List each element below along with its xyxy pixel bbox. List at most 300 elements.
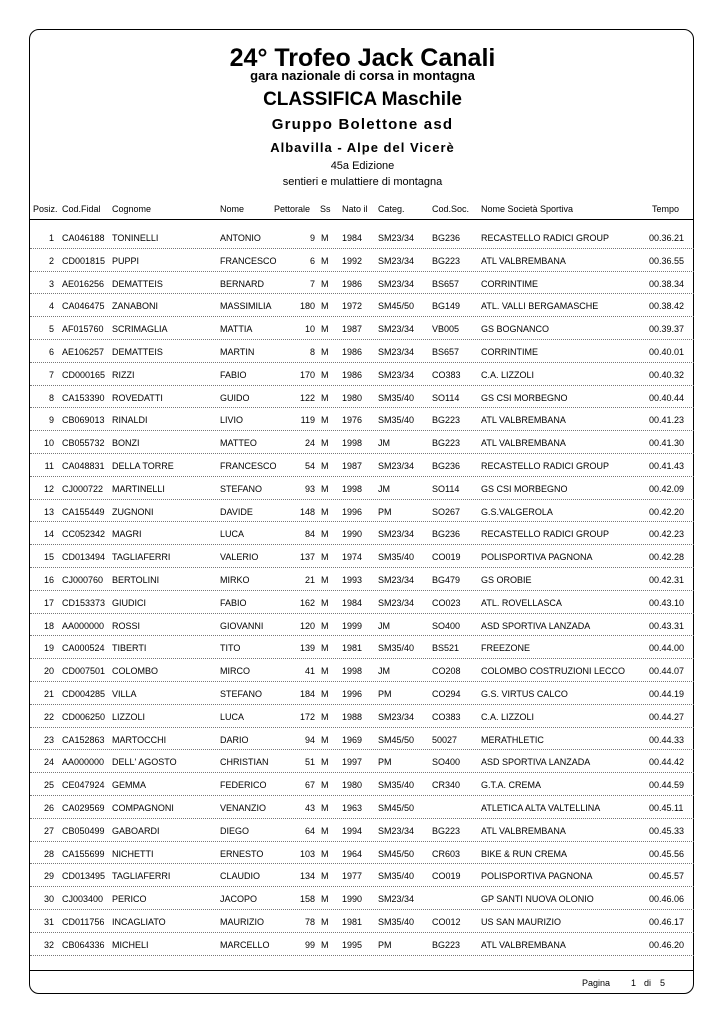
cell-sex: M [321, 278, 329, 289]
cell-club: GP SANTI NUOVA OLONIO [481, 894, 594, 905]
footer-divider [30, 970, 694, 971]
table-row [30, 910, 694, 933]
cell-name: MASSIMILIA [220, 301, 272, 312]
table-row [30, 614, 694, 637]
cell-time: 00.40.01 [649, 346, 685, 357]
cell-club: G.S.VALGEROLA [481, 506, 553, 517]
cell-time: 00.45.57 [649, 871, 685, 882]
table-row [30, 705, 694, 728]
cell-born: 1986 [342, 278, 363, 289]
organizer-name: Gruppo Bolettone asd [271, 116, 454, 133]
cell-category: PM [378, 688, 392, 699]
cell-born: 1993 [342, 574, 363, 585]
cell-position: 18 [43, 620, 54, 631]
cell-time: 00.38.34 [649, 278, 685, 289]
cell-born: 1984 [342, 233, 363, 243]
cell-name: FRANCESCO [220, 255, 277, 266]
cell-bib: 6 [309, 255, 315, 266]
column-header-position: Posiz. [33, 204, 58, 214]
cell-category: JM [378, 438, 390, 449]
cell-name: FABIO [220, 597, 247, 608]
cell-time: 00.41.23 [649, 415, 685, 426]
cell-sex: M [321, 711, 329, 722]
cell-club-code: BG223 [432, 438, 461, 449]
cell-born: 1998 [342, 483, 363, 494]
table-row [30, 226, 694, 249]
cell-code: CA153390 [62, 392, 105, 403]
cell-club-code: VB005 [432, 324, 460, 335]
cell-code: CB064336 [62, 939, 105, 950]
cell-time: 00.44.07 [649, 666, 685, 677]
cell-category: SM23/34 [378, 529, 415, 540]
column-header-name: Nome [220, 204, 245, 214]
cell-club-code: SO114 [432, 483, 460, 494]
cell-club-code: CO023 [432, 597, 461, 608]
cell-code: CD007501 [62, 666, 106, 677]
cell-position: 31 [43, 916, 54, 927]
cell-surname: NICHETTI [112, 848, 154, 859]
cell-category: SM45/50 [378, 734, 415, 745]
cell-club: GS OROBIE [481, 574, 532, 585]
cell-time: 00.40.44 [649, 392, 685, 403]
cell-time: 00.46.06 [649, 894, 685, 905]
cell-position: 30 [43, 894, 54, 905]
cell-code: CJ000722 [62, 483, 104, 494]
cell-category: SM23/34 [378, 346, 415, 357]
cell-born: 1992 [342, 255, 363, 266]
table-row [30, 568, 694, 591]
table-row [30, 887, 694, 910]
cell-position: 9 [48, 415, 54, 426]
cell-category: SM35/40 [378, 871, 415, 882]
cell-club: ASD SPORTIVA LANZADA [481, 620, 591, 631]
cell-surname: MARTOCCHI [112, 734, 167, 745]
cell-sex: M [321, 734, 329, 745]
table-row [30, 431, 694, 454]
column-header-category: Categ. [378, 204, 405, 214]
cell-time: 00.36.55 [649, 255, 685, 266]
column-header-time: Tempo [652, 204, 680, 214]
cell-time: 00.44.19 [649, 688, 685, 699]
cell-club: POLISPORTIVA PAGNONA [481, 871, 593, 882]
cell-surname: DELL' AGOSTO [112, 757, 177, 768]
cell-bib: 94 [304, 734, 315, 745]
cell-surname: DEMATTEIS [112, 346, 163, 357]
cell-code: CB055732 [62, 438, 105, 449]
cell-bib: 43 [304, 802, 315, 813]
cell-bib: 24 [304, 438, 315, 449]
cell-surname: BONZI [112, 438, 140, 449]
cell-code: CD006250 [62, 711, 106, 722]
cell-name: GIOVANNI [220, 620, 264, 631]
cell-born: 1987 [342, 460, 363, 471]
cell-name: ANTONIO [220, 233, 261, 243]
cell-bib: 137 [299, 552, 315, 563]
cell-category: SM23/34 [378, 894, 415, 905]
cell-position: 10 [43, 438, 54, 449]
cell-code: CA155449 [62, 506, 105, 517]
terrain-label: sentieri e mulattiere di montagna [282, 176, 443, 188]
cell-bib: 180 [299, 301, 315, 312]
cell-surname: ZUGNONI [112, 506, 154, 517]
cell-time: 00.38.42 [649, 301, 685, 312]
cell-name: DARIO [220, 734, 249, 745]
cell-category: SM35/40 [378, 392, 415, 403]
table-row [30, 522, 694, 545]
cell-time: 00.46.20 [649, 939, 685, 950]
cell-name: FEDERICO [220, 780, 267, 791]
cell-time: 00.42.31 [649, 574, 685, 585]
cell-code: CD153373 [62, 597, 106, 608]
cell-name: DIEGO [220, 825, 250, 836]
cell-born: 1998 [342, 438, 363, 449]
cell-born: 1969 [342, 734, 363, 745]
cell-position: 17 [43, 597, 54, 608]
cell-position: 14 [43, 529, 54, 540]
cell-sex: M [321, 825, 329, 836]
cell-bib: 120 [299, 620, 315, 631]
cell-bib: 122 [299, 392, 315, 403]
cell-category: JM [378, 666, 390, 677]
table-row [30, 933, 694, 956]
cell-surname: TIBERTI [112, 643, 147, 654]
cell-born: 1981 [342, 916, 363, 927]
cell-club-code: SO400 [432, 757, 461, 768]
cell-surname: COLOMBO [112, 666, 159, 677]
cell-born: 1976 [342, 415, 363, 426]
edition-label: 45a Edizione [330, 160, 395, 172]
cell-sex: M [321, 894, 329, 905]
cell-club: RECASTELLO RADICI GROUP [481, 460, 610, 471]
cell-name: ERNESTO [220, 848, 264, 859]
cell-bib: 51 [304, 757, 315, 768]
cell-club: ASD SPORTIVA LANZADA [481, 757, 591, 768]
cell-club: G.S. VIRTUS CALCO [481, 688, 568, 699]
cell-club: ATL VALBREMBANA [481, 939, 566, 950]
cell-club-code: BG223 [432, 825, 461, 836]
table-row [30, 659, 694, 682]
results-table [30, 226, 694, 956]
table-row [30, 728, 694, 751]
column-header-code: Cod.Fidal [62, 204, 101, 214]
cell-position: 2 [48, 255, 54, 266]
cell-surname: MICHELI [112, 939, 149, 950]
cell-position: 7 [48, 369, 54, 380]
cell-name: BERNARD [220, 278, 265, 289]
classifica-heading: CLASSIFICA Maschile [263, 89, 462, 110]
cell-bib: 99 [304, 939, 315, 950]
cell-sex: M [321, 255, 329, 266]
cell-born: 1980 [342, 392, 363, 403]
cell-name: VENANZIO [220, 802, 267, 813]
cell-bib: 139 [299, 643, 315, 654]
cell-sex: M [321, 460, 329, 471]
cell-category: PM [378, 939, 392, 950]
table-row [30, 864, 694, 887]
cell-club: BIKE & RUN CREMA [481, 848, 568, 859]
cell-surname: ROSSI [112, 620, 141, 631]
cell-position: 24 [43, 757, 54, 768]
cell-category: PM [378, 506, 392, 517]
cell-position: 5 [48, 324, 54, 335]
cell-born: 1974 [342, 552, 363, 563]
cell-sex: M [321, 415, 329, 426]
cell-name: CHRISTIAN [220, 757, 269, 768]
cell-club: POLISPORTIVA PAGNONA [481, 552, 593, 563]
cell-club: RECASTELLO RADICI GROUP [481, 529, 610, 540]
cell-club-code: BG236 [432, 529, 461, 540]
page-number: 1 [631, 978, 637, 988]
cell-time: 00.46.17 [649, 916, 685, 927]
cell-bib: 119 [300, 415, 315, 426]
cell-position: 13 [43, 506, 54, 517]
cell-sex: M [321, 483, 329, 494]
table-row [30, 636, 694, 659]
cell-club: C.A. LIZZOLI [481, 369, 535, 380]
cell-club-code: CO019 [432, 552, 461, 563]
cell-born: 1999 [342, 620, 363, 631]
cell-time: 00.43.10 [649, 597, 685, 608]
cell-position: 27 [43, 825, 54, 836]
column-header-surname: Cognome [112, 204, 152, 214]
cell-name: MIRCO [220, 666, 250, 677]
cell-name: FRANCESCO [220, 460, 277, 471]
cell-sex: M [321, 324, 329, 335]
column-header-born: Nato il [342, 204, 368, 214]
cell-surname: ROVEDATTI [112, 392, 163, 403]
cell-born: 1997 [342, 757, 363, 768]
cell-category: SM23/34 [378, 574, 415, 585]
cell-surname: COMPAGNONI [112, 802, 174, 813]
cell-code: CA029569 [62, 802, 105, 813]
cell-category: SM45/50 [378, 301, 415, 312]
cell-position: 12 [43, 483, 54, 494]
cell-position: 28 [43, 848, 54, 859]
cell-time: 00.42.09 [649, 483, 685, 494]
cell-club: CORRINTIME [481, 278, 538, 289]
cell-born: 1972 [342, 301, 363, 312]
cell-category: PM [378, 757, 392, 768]
cell-born: 1990 [342, 894, 363, 905]
cell-bib: 10 [304, 324, 315, 335]
cell-category: SM23/34 [378, 711, 415, 722]
cell-club-code: CO383 [432, 711, 461, 722]
cell-surname: MARTINELLI [112, 483, 165, 494]
cell-bib: 21 [304, 574, 315, 585]
cell-born: 1995 [342, 939, 363, 950]
cell-position: 15 [43, 552, 54, 563]
cell-name: MIRKO [220, 574, 250, 585]
cell-club: US SAN MAURIZIO [481, 916, 562, 927]
table-row [30, 500, 694, 523]
cell-code: AE106257 [62, 346, 105, 357]
cell-club-code: BG223 [432, 939, 461, 950]
cell-club-code: BG236 [432, 233, 461, 243]
cell-club-code: BS521 [432, 643, 460, 654]
cell-name: GUIDO [220, 392, 250, 403]
cell-category: SM35/40 [378, 780, 415, 791]
cell-club-code: BS657 [432, 346, 460, 357]
cell-name: DAVIDE [220, 506, 253, 517]
cell-club: ATLETICA ALTA VALTELLINA [481, 802, 601, 813]
cell-name: STEFANO [220, 688, 263, 699]
page-label: Pagina [582, 978, 611, 988]
cell-code: CA046188 [62, 233, 105, 243]
table-row [30, 317, 694, 340]
cell-surname: PERICO [112, 894, 147, 905]
cell-club: MERATHLETIC [481, 734, 544, 745]
cell-club: C.A. LIZZOLI [481, 711, 535, 722]
table-row [30, 363, 694, 386]
cell-code: CA152863 [62, 734, 105, 745]
cell-club-code: SO400 [432, 620, 461, 631]
cell-born: 1981 [342, 643, 363, 654]
cell-position: 3 [48, 278, 54, 289]
cell-code: AA000000 [62, 757, 105, 768]
cell-club-code: CO383 [432, 369, 461, 380]
cell-bib: 41 [304, 666, 315, 677]
cell-surname: DEMATTEIS [112, 278, 163, 289]
cell-position: 20 [43, 666, 54, 677]
cell-category: SM23/34 [378, 369, 415, 380]
cell-sex: M [321, 916, 329, 927]
cell-surname: GIUDICI [112, 597, 147, 608]
cell-club: CORRINTIME [481, 346, 538, 357]
cell-name: MATTEO [220, 438, 257, 449]
cell-club-code: BG236 [432, 460, 461, 471]
cell-club: ATL VALBREMBANA [481, 255, 566, 266]
cell-sex: M [321, 301, 329, 312]
column-header-club: Nome Società Sportiva [481, 204, 574, 214]
cell-time: 00.44.00 [649, 643, 685, 654]
cell-surname: VILLA [112, 688, 137, 699]
cell-bib: 78 [304, 916, 315, 927]
cell-name: TITO [220, 643, 241, 654]
cell-born: 1986 [342, 369, 363, 380]
cell-position: 16 [43, 574, 54, 585]
cell-name: LUCA [220, 711, 245, 722]
cell-code: AA000000 [62, 620, 105, 631]
cell-sex: M [321, 757, 329, 768]
cell-born: 1986 [342, 346, 363, 357]
cell-club: GS CSI MORBEGNO [481, 483, 568, 494]
column-header-bib: Pettorale [274, 204, 311, 214]
table-row [30, 682, 694, 705]
cell-name: CLAUDIO [220, 871, 261, 882]
cell-surname: GABOARDI [112, 825, 160, 836]
cell-born: 1990 [342, 529, 363, 540]
cell-club: GS CSI MORBEGNO [481, 392, 568, 403]
cell-category: SM23/34 [378, 597, 415, 608]
cell-club: ATL VALBREMBANA [481, 438, 566, 449]
cell-code: CD001815 [62, 255, 106, 266]
cell-club: FREEZONE [481, 643, 531, 654]
page-total: 5 [660, 978, 666, 988]
cell-code: CE047924 [62, 780, 105, 791]
cell-club-code: CO019 [432, 871, 461, 882]
cell-code: CJ003400 [62, 894, 104, 905]
table-row [30, 842, 694, 865]
cell-category: SM45/50 [378, 848, 415, 859]
cell-club: ATL VALBREMBANA [481, 415, 566, 426]
cell-born: 1994 [342, 825, 363, 836]
table-row [30, 386, 694, 409]
cell-sex: M [321, 574, 329, 585]
cell-surname: BERTOLINI [112, 574, 160, 585]
cell-club: COLOMBO COSTRUZIONI LECCO [481, 666, 626, 677]
cell-code: CD004285 [62, 688, 106, 699]
cell-category: SM23/34 [378, 825, 415, 836]
cell-club-code: SO267 [432, 506, 461, 517]
cell-code: AF015760 [62, 324, 104, 335]
cell-sex: M [321, 688, 329, 699]
cell-club: ATL. ROVELLASCA [481, 597, 562, 608]
table-row [30, 773, 694, 796]
cell-sex: M [321, 848, 329, 859]
cell-club-code: CO294 [432, 688, 461, 699]
cell-bib: 64 [304, 825, 315, 836]
cell-born: 1963 [342, 802, 363, 813]
cell-bib: 170 [299, 369, 315, 380]
cell-club-code: BG223 [432, 255, 461, 266]
cell-position: 21 [43, 688, 54, 699]
cell-time: 00.42.28 [649, 552, 685, 563]
cell-category: JM [378, 483, 390, 494]
cell-bib: 67 [304, 780, 315, 791]
cell-time: 00.44.33 [649, 734, 685, 745]
page-of-label: di [644, 978, 652, 988]
cell-category: JM [378, 620, 390, 631]
cell-time: 00.45.33 [649, 825, 685, 836]
cell-category: SM45/50 [378, 802, 415, 813]
cell-club: ATL. VALLI BERGAMASCHE [481, 301, 599, 312]
cell-name: MAURIZIO [220, 916, 264, 927]
table-row [30, 294, 694, 317]
cell-code: CD013495 [62, 871, 106, 882]
cell-club-code: CR340 [432, 780, 461, 791]
cell-surname: TONINELLI [112, 233, 159, 243]
cell-code: CB069013 [62, 415, 105, 426]
table-row [30, 454, 694, 477]
table-row [30, 340, 694, 363]
cell-bib: 134 [299, 871, 315, 882]
cell-club-code: 50027 [432, 734, 458, 745]
cell-code: CC052342 [62, 529, 106, 540]
cell-club-code: BS657 [432, 278, 460, 289]
table-row [30, 545, 694, 568]
cell-sex: M [321, 780, 329, 791]
cell-bib: 54 [304, 460, 315, 471]
cell-name: VALERIO [220, 552, 259, 563]
cell-born: 1980 [342, 780, 363, 791]
cell-bib: 84 [304, 529, 315, 540]
cell-surname: RIZZI [112, 369, 135, 380]
table-row [30, 477, 694, 500]
table-row [30, 796, 694, 819]
cell-name: STEFANO [220, 483, 263, 494]
cell-born: 1996 [342, 506, 363, 517]
cell-sex: M [321, 552, 329, 563]
cell-bib: 172 [299, 711, 315, 722]
cell-time: 00.45.11 [649, 802, 684, 813]
cell-born: 1977 [342, 871, 363, 882]
cell-position: 6 [48, 346, 54, 357]
cell-time: 00.44.59 [649, 780, 685, 791]
cell-sex: M [321, 620, 329, 631]
cell-category: SM35/40 [378, 916, 415, 927]
cell-born: 1996 [342, 688, 363, 699]
cell-name: LUCA [220, 529, 245, 540]
